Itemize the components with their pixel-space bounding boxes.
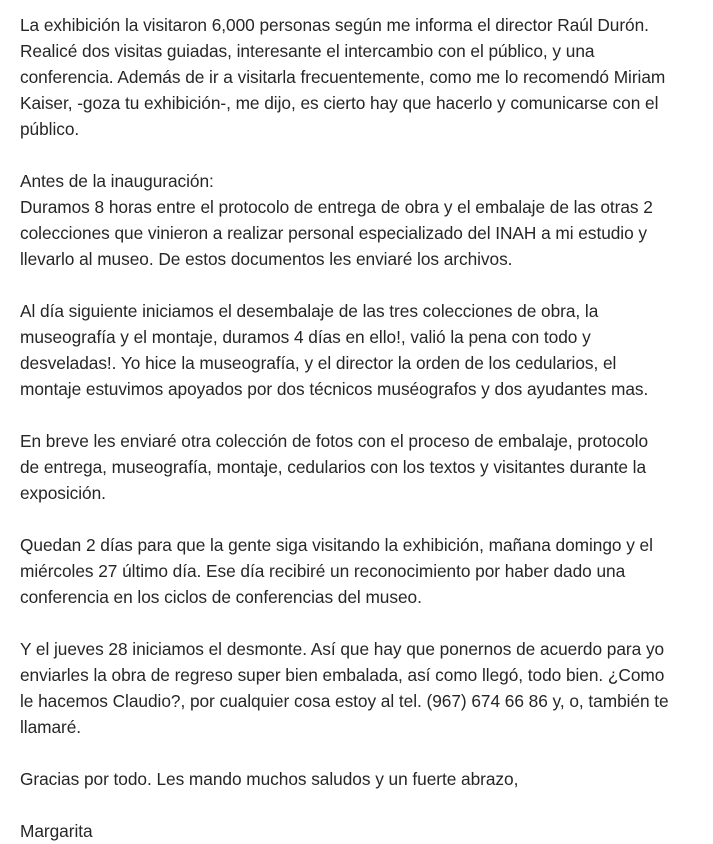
text-line: Quedan 2 días para que la gente siga visitando la exhibición, mañana domingo y el <box>20 535 653 555</box>
text-line: Duramos 8 horas entre el protocolo de entrega de obra y el embalaje de las otras 2 <box>20 197 653 217</box>
text-line: conferencia. Además de ir a visitarla frecuentemente, como me lo recomendó Miriam <box>20 67 666 87</box>
text-line: museografía y el montaje, duramos 4 días en ello!, valió la pena con todo y <box>20 327 591 347</box>
text-line: Kaiser, -goza tu exhibición-, me dijo, es cierto hay que hacerlo y comunicarse con el <box>20 93 659 113</box>
text-line: llamaré. <box>20 717 82 737</box>
text-line: colecciones que vinieron a realizar personal especializado del INAH a mi estudio y <box>20 223 648 243</box>
text-line: llevarlo al museo. De estos documentos les enviaré los archivos. <box>20 249 513 269</box>
text-line: exposición. <box>20 483 106 503</box>
text-line: La exhibición la visitaron 6,000 personas según me informa el director Raúl Durón. <box>20 15 649 35</box>
text-line: de entrega, museografía, montaje, cedularios con los textos y visitantes durante la <box>20 457 647 477</box>
text-line: Al día siguiente iniciamos el desembalaje de las tres colecciones de obra, la <box>20 301 599 321</box>
text-line: miércoles 27 último día. Ese día recibiré un reconocimiento por haber dado una <box>20 561 626 581</box>
text-line: Antes de la inauguración: <box>20 171 214 191</box>
text-line: conferencia en los ciclos de conferencias del museo. <box>20 587 422 607</box>
text-line: En breve les enviaré otra colección de fotos con el proceso de embalaje, protocolo <box>20 431 648 451</box>
text-line: enviarles la obra de regreso super bien embalada, así como llegó, todo bien. ¿Como <box>20 665 665 685</box>
signature <box>20 818 710 844</box>
text-line: Gracias por todo. Les mando muchos saludos y un fuerte abrazo, <box>20 769 519 789</box>
paragraph-closing <box>20 766 710 792</box>
paragraph-visits <box>20 12 710 142</box>
paragraph-remaining-days <box>20 532 710 610</box>
text-line: Y el jueves 28 iniciamos el desmonte. Así que hay que ponernos de acuerdo para yo <box>20 639 665 659</box>
paragraph-installation <box>20 298 710 402</box>
text-line: montaje estuvimos apoyados por dos técnicos muséografos y dos ayudantes mas. <box>20 379 649 399</box>
text-line: le hacemos Claudio?, por cualquier cosa estoy al tel. (967) 674 66 86 y, o, también te <box>20 691 669 711</box>
signature-name: Margarita <box>20 821 93 841</box>
email-body <box>20 12 710 844</box>
text-line: desveladas!. Yo hice la museografía, y el director la orden de los cedularios, el <box>20 353 617 373</box>
paragraph-dismantling <box>20 636 710 740</box>
paragraph-photos <box>20 428 710 506</box>
text-line: público. <box>20 119 80 139</box>
text-line: Realicé dos visitas guiadas, interesante el intercambio con el público, y una <box>20 41 595 61</box>
paragraph-before-inauguration <box>20 168 710 272</box>
